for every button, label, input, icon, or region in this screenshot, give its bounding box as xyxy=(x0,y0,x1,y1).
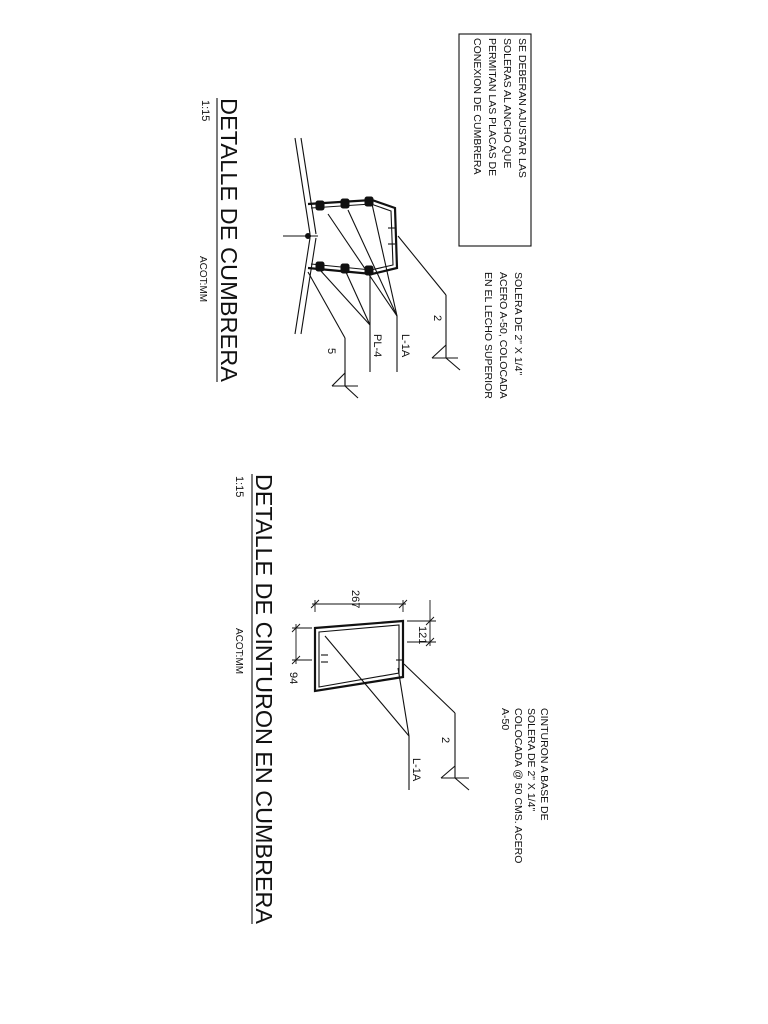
weld-size-bottom: 5 xyxy=(325,348,337,355)
detail-cumbrera xyxy=(197,34,531,399)
callout-2-line-2: SOLERA DE 2" X 1/4" xyxy=(525,708,537,812)
weld-size-top: 2 xyxy=(431,315,443,322)
label-l1a-1: L-1A xyxy=(399,334,411,358)
note-line-1: SE DEBERAN AJUSTAR LAS xyxy=(516,38,528,178)
dim-left xyxy=(287,624,312,684)
rafter-left xyxy=(295,138,316,234)
callout-2-line-4: A-50 xyxy=(499,708,511,731)
detail-cinturon xyxy=(233,474,550,925)
detail-2-title: DETALLE DE CINTURON EN CUMBRERA xyxy=(251,474,277,918)
weld-symbol-bottom xyxy=(325,348,358,398)
dim-right xyxy=(407,600,436,646)
dim-width xyxy=(311,590,407,612)
detail-1-title: DETALLE DE CUMBRERA xyxy=(216,98,242,375)
ridge-channel-inner xyxy=(311,204,393,270)
label-l1a-2: L-1A xyxy=(410,758,422,782)
weld-size-2: 2 xyxy=(439,737,451,744)
dim-right-value: 121 xyxy=(416,626,428,645)
callout-2-line-3: COLOCADA @ 50 CMS. ACERO xyxy=(512,708,524,864)
cinturon-inner xyxy=(319,625,399,687)
callout-1-line-2: ACERO A-50, COLOCADA xyxy=(497,272,509,399)
callout-1-line-1: SOLERA DE 2" X 1/4" xyxy=(512,272,524,376)
detail-1-scale: 1:15 xyxy=(199,100,211,122)
weld-symbol-2 xyxy=(439,737,469,790)
label-pl4: PL-4 xyxy=(371,334,383,358)
dim-left-value: 94 xyxy=(287,672,299,685)
rafter-right xyxy=(295,238,316,334)
detail-2-leaders xyxy=(325,636,455,790)
detail-1-note xyxy=(459,34,531,246)
note-line-3: PERMITAN LAS PLACAS DE xyxy=(486,38,498,177)
detail-1-leaders xyxy=(308,204,446,386)
note-line-2: SOLERAS AL ANCHO QUE xyxy=(501,38,513,169)
callout-1-line-3: EN EL LECHO SUPERIOR xyxy=(482,272,494,399)
callout-2-line-1: CINTURON A BASE DE xyxy=(538,708,550,821)
detail-2-scale: 1:15 xyxy=(233,476,245,498)
detail-1-units: ACOT:MM xyxy=(197,256,208,303)
note-line-4: CONEXION DE CUMBRERA xyxy=(471,38,483,175)
detail-2-units: ACOT:MM xyxy=(233,628,244,675)
dim-width-value: 267 xyxy=(349,590,361,609)
